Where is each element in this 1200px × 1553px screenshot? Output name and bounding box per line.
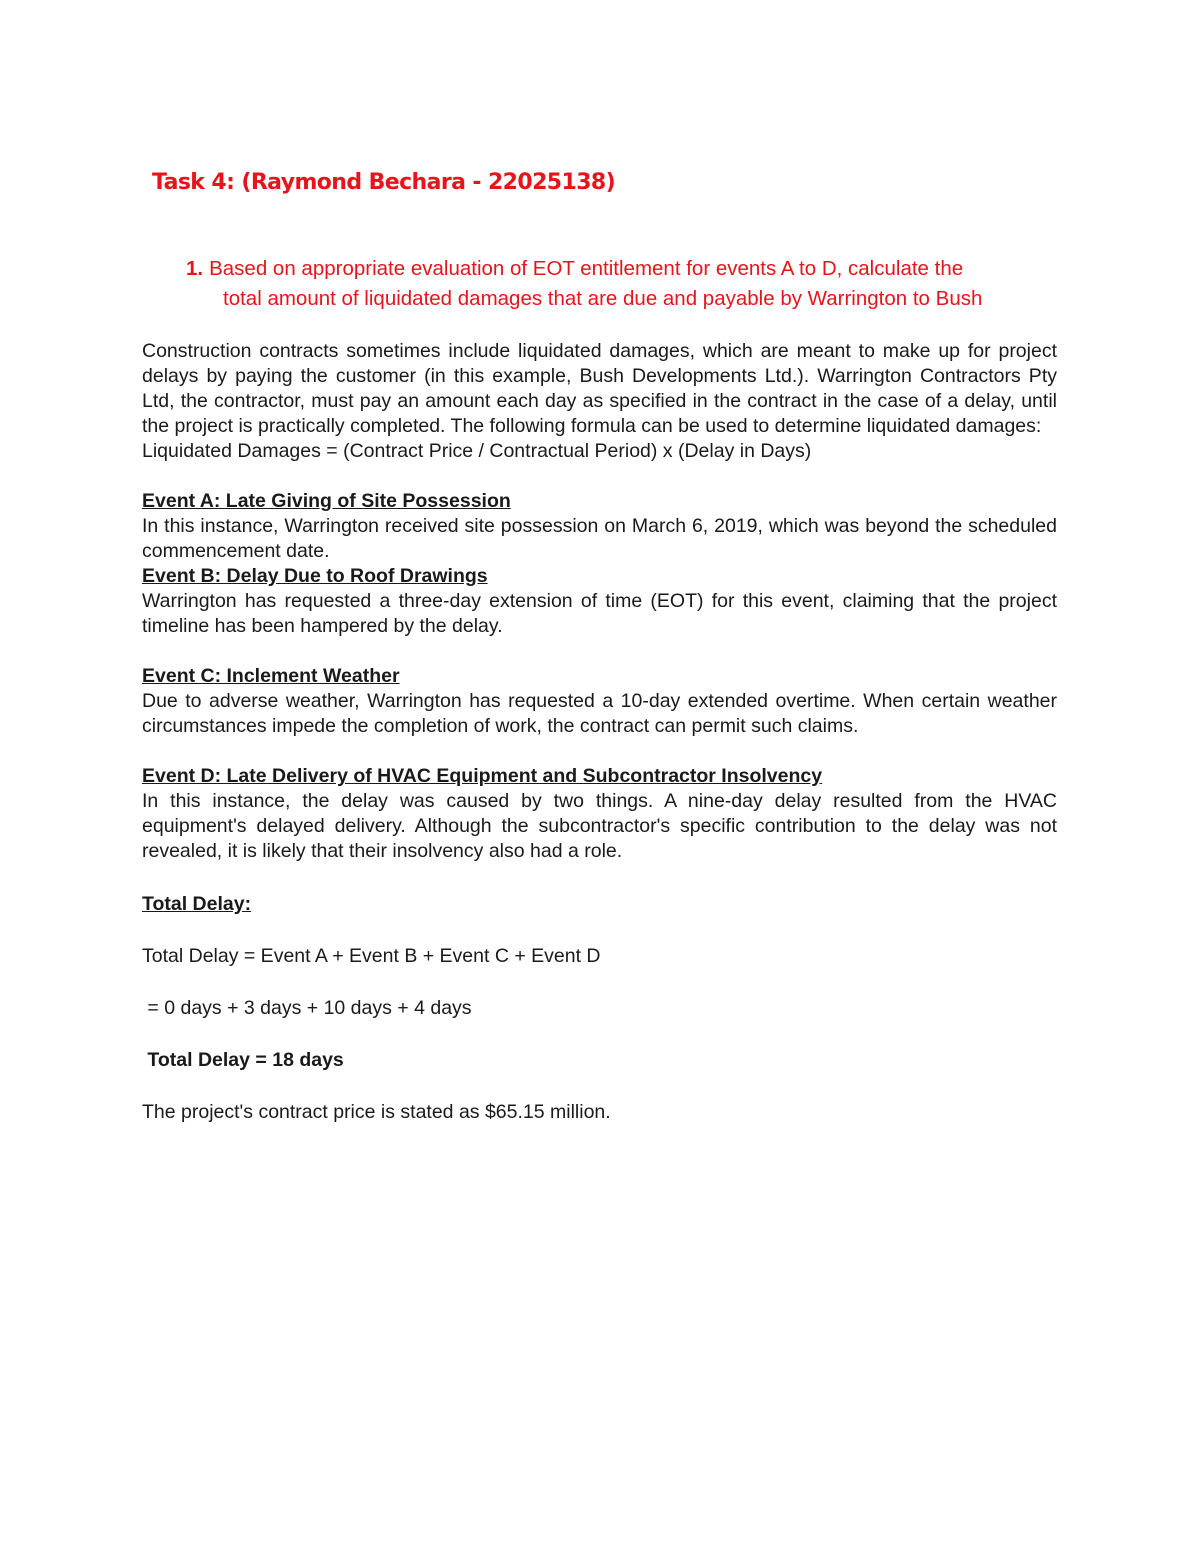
task-title: Task 4: (Raymond Bechara - 22025138)	[152, 170, 616, 195]
event-d-text: In this instance, the delay was caused by two things. A nine-day delay resulted from the HVAC equipment's delayed delivery. Although the subcontractor's specific contribution to the delay was not revealed, it is likely that their insolvency also had a role.	[142, 790, 1057, 862]
total-delay-result: Total Delay = 18 days	[142, 1049, 344, 1071]
event-c-heading: Event C: Inclement Weather	[142, 665, 400, 687]
event-b-heading: Event B: Delay Due to Roof Drawings	[142, 565, 488, 587]
event-a-text: In this instance, Warrington received site possession on March 6, 2019, which was beyond the scheduled commencement date.	[142, 515, 1057, 562]
ld-formula: Liquidated Damages = (Contract Price / Contractual Period) x (Delay in Days)	[142, 440, 812, 462]
event-d-heading: Event D: Late Delivery of HVAC Equipment and Subcontractor Insolvency	[142, 765, 823, 787]
total-delay-heading: Total Delay:	[142, 893, 252, 915]
question-line-1: Based on appropriate evaluation of EOT entitlement for events A to D, calculate the	[209, 257, 964, 280]
event-a-heading: Event A: Late Giving of Site Possession	[142, 490, 511, 512]
event-c-text: Due to adverse weather, Warrington has requested a 10-day extended overtime. When certain weather circumstances impede the completion of work, the contract can permit such claims.	[142, 690, 1057, 737]
event-b-text: Warrington has requested a three-day extension of time (EOT) for this event, claiming that the project timeline has been hampered by the delay.	[142, 590, 1057, 637]
question-number: 1.	[186, 257, 204, 280]
total-delay-values: = 0 days + 3 days + 10 days + 4 days	[142, 997, 472, 1019]
total-delay-equation: Total Delay = Event A + Event B + Event C + Event D	[142, 945, 601, 967]
question-block	[186, 254, 1066, 314]
question-line-2: total amount of liquidated damages that are due and payable by Warrington to Bush	[223, 287, 983, 310]
document-body	[142, 339, 1057, 1125]
intro-paragraph: Construction contracts sometimes include liquidated damages, which are meant to make up for project delays by paying the customer (in this example, Bush Developments Ltd.). Warrington Contractors Pty Ltd, the contractor, must pay an amount each day as specified in the contract in the case of a delay, until the project is practically completed. The following formula can be used to determine liquidated damages:	[142, 340, 1057, 437]
contract-price-statement: The project's contract price is stated as $65.15 million.	[142, 1101, 611, 1123]
